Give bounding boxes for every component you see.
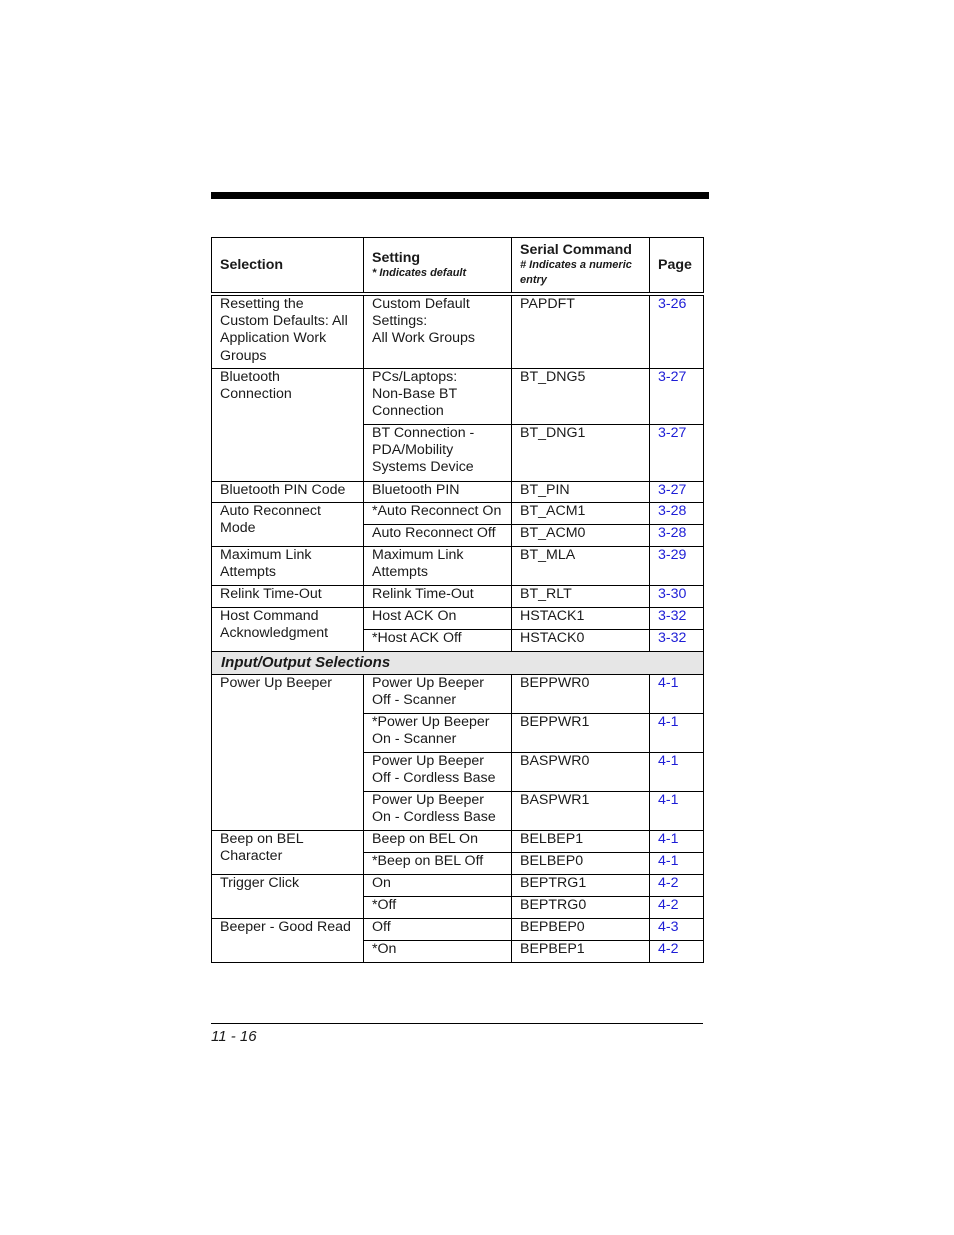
setting-cell: BT Connection - PDA/Mobility Systems Device — [364, 424, 512, 481]
table-row — [212, 608, 704, 630]
setting-cell: *Off — [364, 897, 512, 919]
page-link[interactable]: 4-1 — [650, 714, 704, 753]
serial-command-cell: BEPTRG1 — [512, 875, 650, 897]
serial-command-cell: BT_PIN — [512, 481, 650, 502]
selection-cell: Maximum Link Attempts — [212, 547, 364, 586]
serial-command-cell: BASPWR1 — [512, 792, 650, 831]
selection-cell: Trigger Click — [212, 875, 364, 919]
selection-cell: Beep on BEL Character — [212, 831, 364, 875]
page-link[interactable]: 3-27 — [650, 424, 704, 481]
table-row — [212, 586, 704, 608]
serial-command-cell: BT_DNG5 — [512, 368, 650, 424]
setting-cell: Beep on BEL On — [364, 831, 512, 853]
page-link[interactable]: 4-2 — [650, 875, 704, 897]
serial-command-cell: BT_ACM0 — [512, 525, 650, 547]
setting-cell: *Power Up Beeper On - Scanner — [364, 714, 512, 753]
header-serial-command: Serial Command # Indicates a numeric entry — [512, 238, 650, 295]
page-link[interactable]: 4-3 — [650, 919, 704, 941]
header-setting: Setting * Indicates default — [364, 238, 512, 295]
selection-cell: Relink Time-Out — [212, 586, 364, 608]
setting-cell: Power Up Beeper On - Cordless Base — [364, 792, 512, 831]
page-link[interactable]: 4-1 — [650, 792, 704, 831]
page-link[interactable]: 3-28 — [650, 503, 704, 525]
header-setting-note: * Indicates default — [372, 266, 467, 279]
table-row — [212, 294, 704, 368]
table-row — [212, 919, 704, 941]
header-serial-note-2: entry — [520, 274, 547, 286]
table-row — [212, 875, 704, 897]
serial-command-cell: BEPPWR1 — [512, 714, 650, 753]
page-link[interactable]: 4-2 — [650, 897, 704, 919]
serial-command-cell: BT_MLA — [512, 547, 650, 586]
setting-cell: *Auto Reconnect On — [364, 503, 512, 525]
header-serial-note-1: # Indicates a numeric — [520, 259, 632, 271]
serial-command-cell: BT_ACM1 — [512, 503, 650, 525]
page-link[interactable]: 3-29 — [650, 547, 704, 586]
table-row — [212, 368, 704, 424]
serial-command-cell: BEPBEP1 — [512, 941, 650, 963]
serial-command-table — [211, 237, 704, 963]
setting-cell: Maximum Link Attempts — [364, 547, 512, 586]
page-link[interactable]: 3-28 — [650, 525, 704, 547]
selection-cell: Bluetooth PIN Code — [212, 481, 364, 502]
page-link[interactable]: 4-1 — [650, 675, 704, 714]
setting-cell: *On — [364, 941, 512, 963]
selection-cell: Power Up Beeper — [212, 675, 364, 831]
serial-command-cell: BELBEP0 — [512, 853, 650, 875]
table-row — [212, 481, 704, 502]
page-link[interactable]: 3-32 — [650, 608, 704, 630]
selection-cell: Bluetooth Connection — [212, 368, 364, 481]
setting-cell: Auto Reconnect Off — [364, 525, 512, 547]
section-header-row — [212, 652, 704, 675]
setting-cell: Off — [364, 919, 512, 941]
selection-cell: Host Command Acknowledgment — [212, 608, 364, 652]
serial-command-cell: HSTACK1 — [512, 608, 650, 630]
footer-rule — [211, 1023, 703, 1024]
page-link[interactable]: 4-2 — [650, 941, 704, 963]
table-header-row — [212, 238, 704, 295]
setting-cell: Power Up Beeper Off - Cordless Base — [364, 753, 512, 792]
table-row — [212, 675, 704, 714]
page-link[interactable]: 3-27 — [650, 368, 704, 424]
selection-cell: Beeper - Good Read — [212, 919, 364, 963]
setting-cell: Host ACK On — [364, 608, 512, 630]
page-link[interactable]: 4-1 — [650, 831, 704, 853]
setting-cell: PCs/Laptops: Non-Base BT Connection — [364, 368, 512, 424]
setting-cell: *Host ACK Off — [364, 630, 512, 652]
page-number: 11 - 16 — [211, 1028, 257, 1045]
page-link[interactable]: 3-32 — [650, 630, 704, 652]
serial-command-cell: BELBEP1 — [512, 831, 650, 853]
page-link[interactable]: 3-26 — [650, 294, 704, 368]
serial-command-cell: BEPPWR0 — [512, 675, 650, 714]
serial-command-cell: BASPWR0 — [512, 753, 650, 792]
setting-cell: Custom Default Settings: All Work Groups — [364, 294, 512, 368]
setting-cell: Power Up Beeper Off - Scanner — [364, 675, 512, 714]
section-title: Input/Output Selections — [212, 652, 704, 675]
page-link[interactable]: 3-27 — [650, 481, 704, 502]
setting-cell: *Beep on BEL Off — [364, 853, 512, 875]
page-link[interactable]: 3-30 — [650, 586, 704, 608]
top-rule — [211, 192, 709, 199]
page-link[interactable]: 4-1 — [650, 753, 704, 792]
selection-cell: Resetting the Custom Defaults: All Application Work Groups — [212, 294, 364, 368]
setting-cell: Bluetooth PIN — [364, 481, 512, 502]
table-row — [212, 831, 704, 853]
page-link[interactable]: 4-1 — [650, 853, 704, 875]
header-selection: Selection — [212, 238, 364, 295]
table-row — [212, 547, 704, 586]
serial-command-cell: BEPBEP0 — [512, 919, 650, 941]
serial-command-cell: HSTACK0 — [512, 630, 650, 652]
setting-cell: On — [364, 875, 512, 897]
setting-cell: Relink Time-Out — [364, 586, 512, 608]
table-row — [212, 503, 704, 525]
header-page: Page — [650, 238, 704, 295]
serial-command-cell: BEPTRG0 — [512, 897, 650, 919]
serial-command-cell: PAPDFT — [512, 294, 650, 368]
serial-command-cell: BT_DNG1 — [512, 424, 650, 481]
selection-cell: Auto Reconnect Mode — [212, 503, 364, 547]
serial-command-cell: BT_RLT — [512, 586, 650, 608]
